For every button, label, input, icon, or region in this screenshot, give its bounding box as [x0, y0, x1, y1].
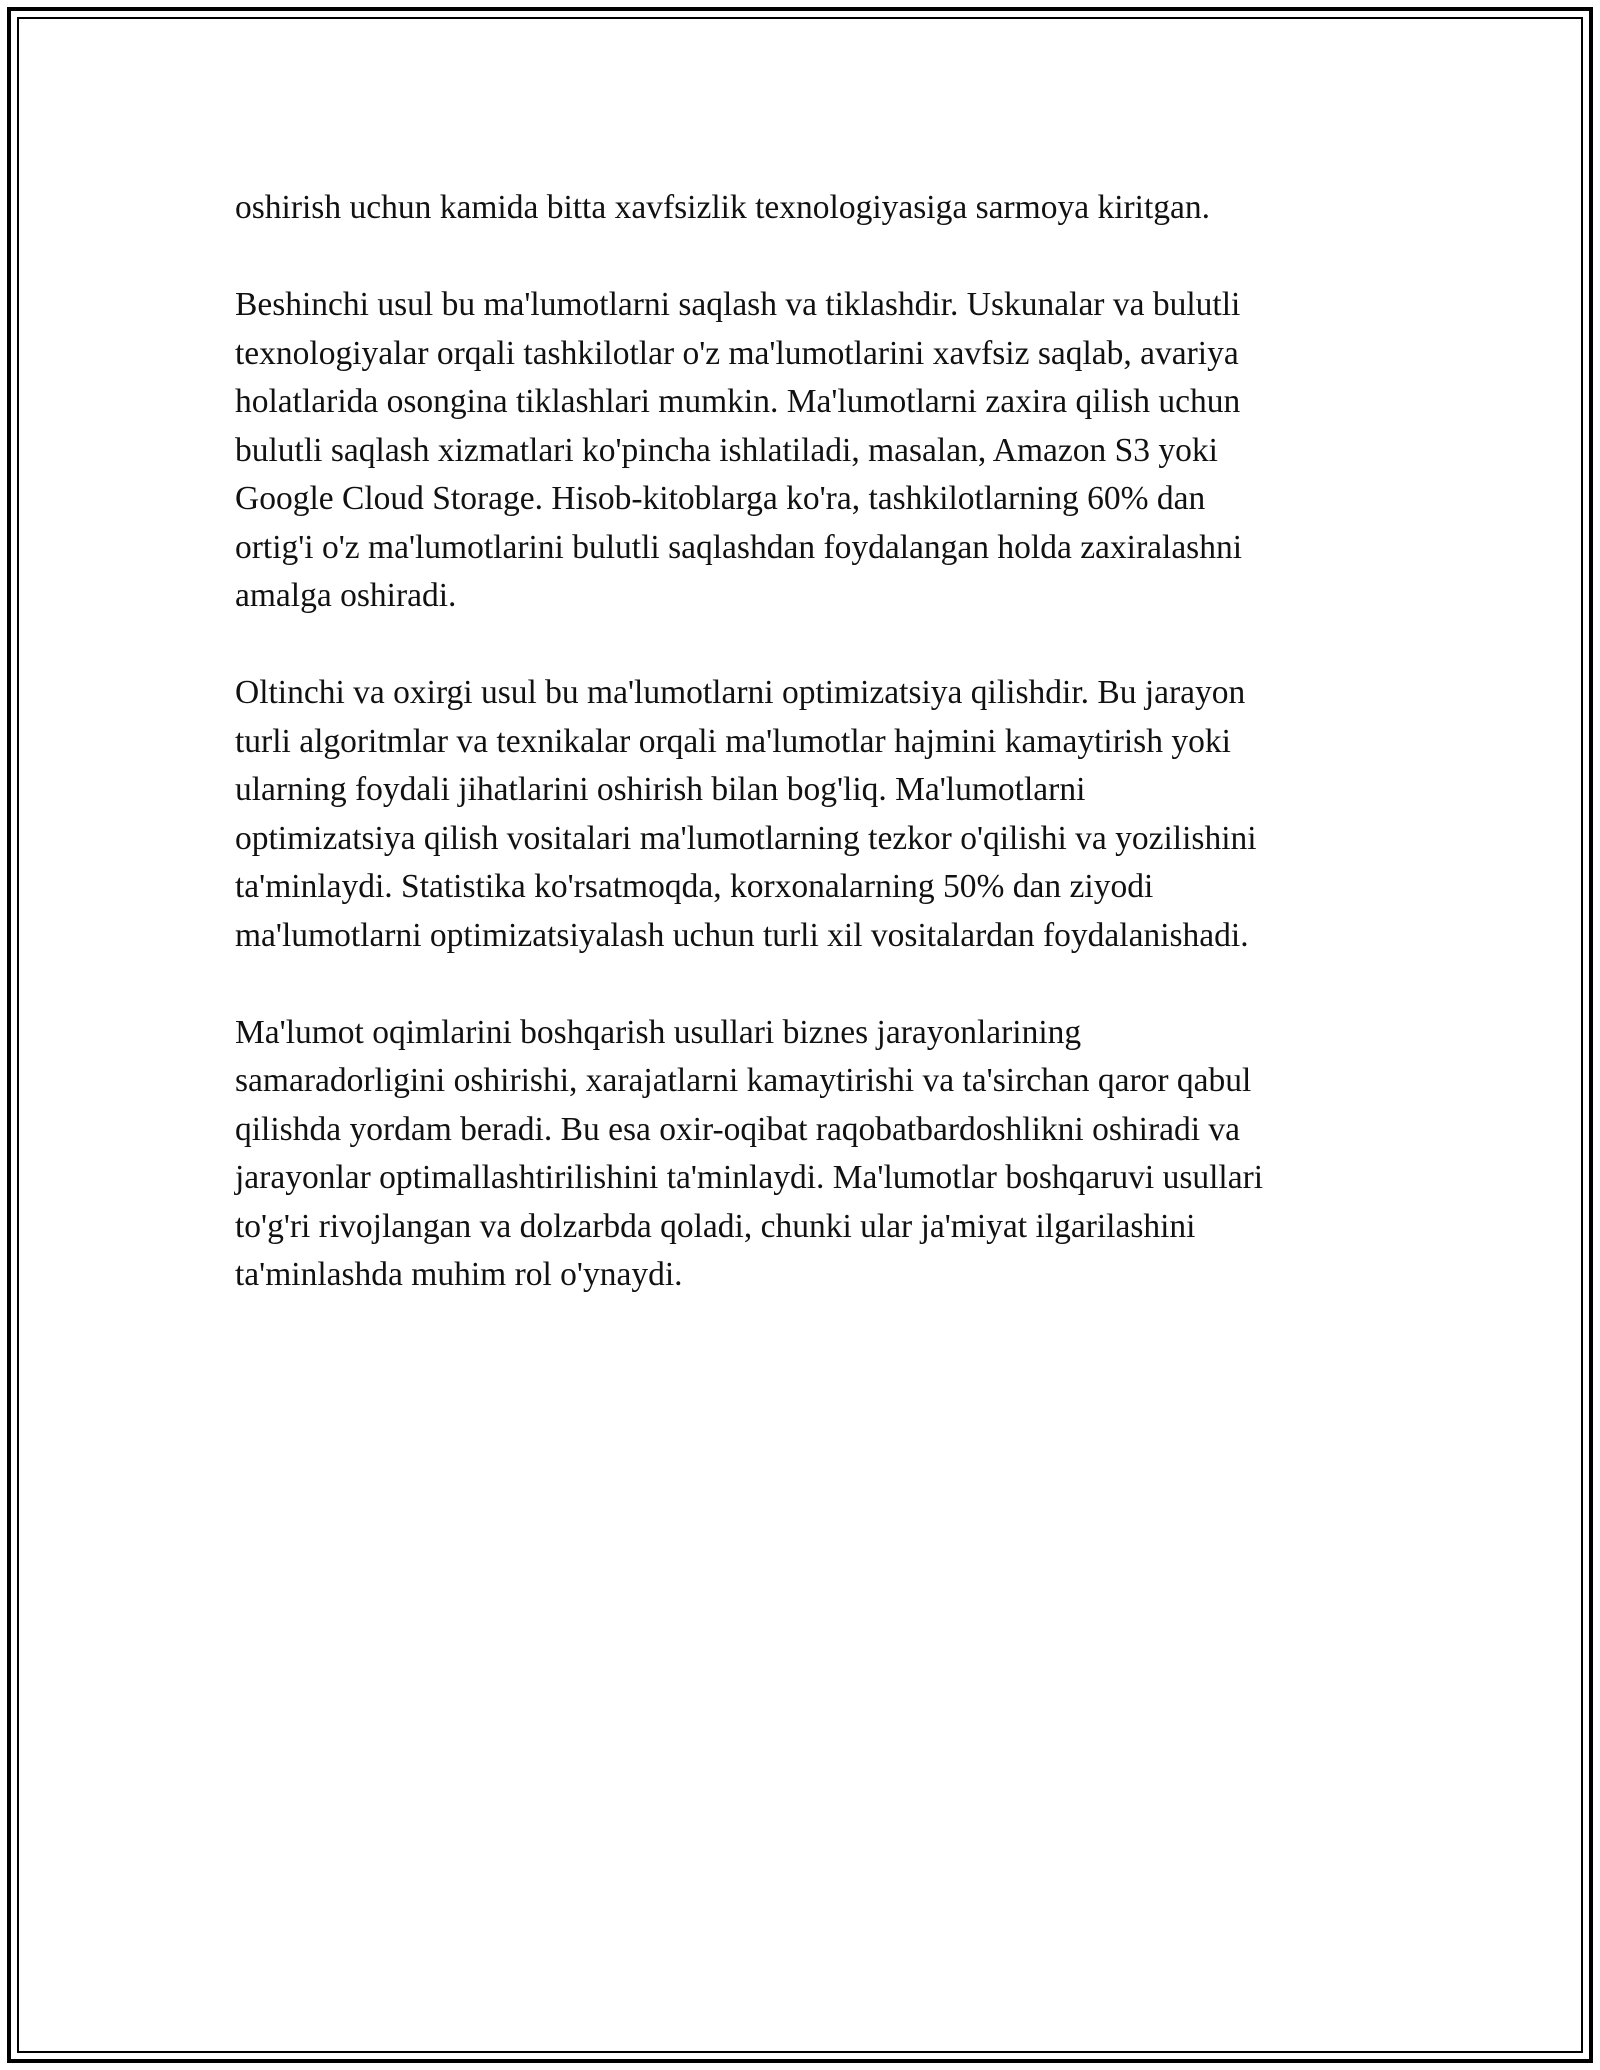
paragraph-continuation: oshirish uchun kamida bitta xavfsizlik texnologiyasiga sarmoya kiritgan.	[235, 189, 1211, 226]
paragraph-data-storage-recovery: Beshinchi usul bu ma'lumotlarni saqlash va tiklashdir. Uskunalar va bulutli texnologiyalar orqali tashkilotlar o'z ma'lumotlarini xavfsiz saqlab, avariya holatlarida osongina tiklashlari mumkin. Ma'lumotlarni zaxira qilish uchun bulutli saqlash xizmatlari ko'pincha ishlatiladi, masalan, Amazon S3 yoki Google Cloud Storage. Hisob-kitoblarga ko'ra, tashkilotlarning 60% dan ortig'i o'z ma'lumotlarini bulutli saqlashdan foydalangan holda zaxiralashni amalga oshiradi.	[235, 286, 1243, 614]
document-body	[235, 184, 1375, 1348]
paragraph-conclusion: Ma'lumot oqimlarini boshqarish usullari biznes jarayonlarining samaradorligini oshirishi, xarajatlarni kamaytirishi va ta'sirchan qaror qabul qilishda yordam beradi. Bu esa oxir-oqibat raqobatbardoshlikni oshiradi va jarayonlar optimallashtirilishini ta'minlaydi. Ma'lumotlar boshqaruvi usullari to'g'ri rivojlangan va dolzarbda qoladi, chunki ular ja'miyat ilgarilashini ta'minlashda muhim rol o'ynaydi.	[235, 1013, 1264, 1293]
paragraph-data-optimization: Oltinchi va oxirgi usul bu ma'lumotlarni optimizatsiya qilishdir. Bu jarayon turli algoritmlar va texnikalar orqali ma'lumotlar hajmini kamaytirish yoki ularning foydali jihatlarini oshirish bilan bog'liq. Ma'lumotlarni optimizatsiya qilish vositalari ma'lumotlarning tezkor o'qilishi va yozilishini ta'minlaydi. Statistika ko'rsatmoqda, korxonalarning 50% dan ziyodi ma'lumotlarni optimizatsiyalash uchun turli xil vositalardan foydalanishadi.	[235, 674, 1257, 954]
